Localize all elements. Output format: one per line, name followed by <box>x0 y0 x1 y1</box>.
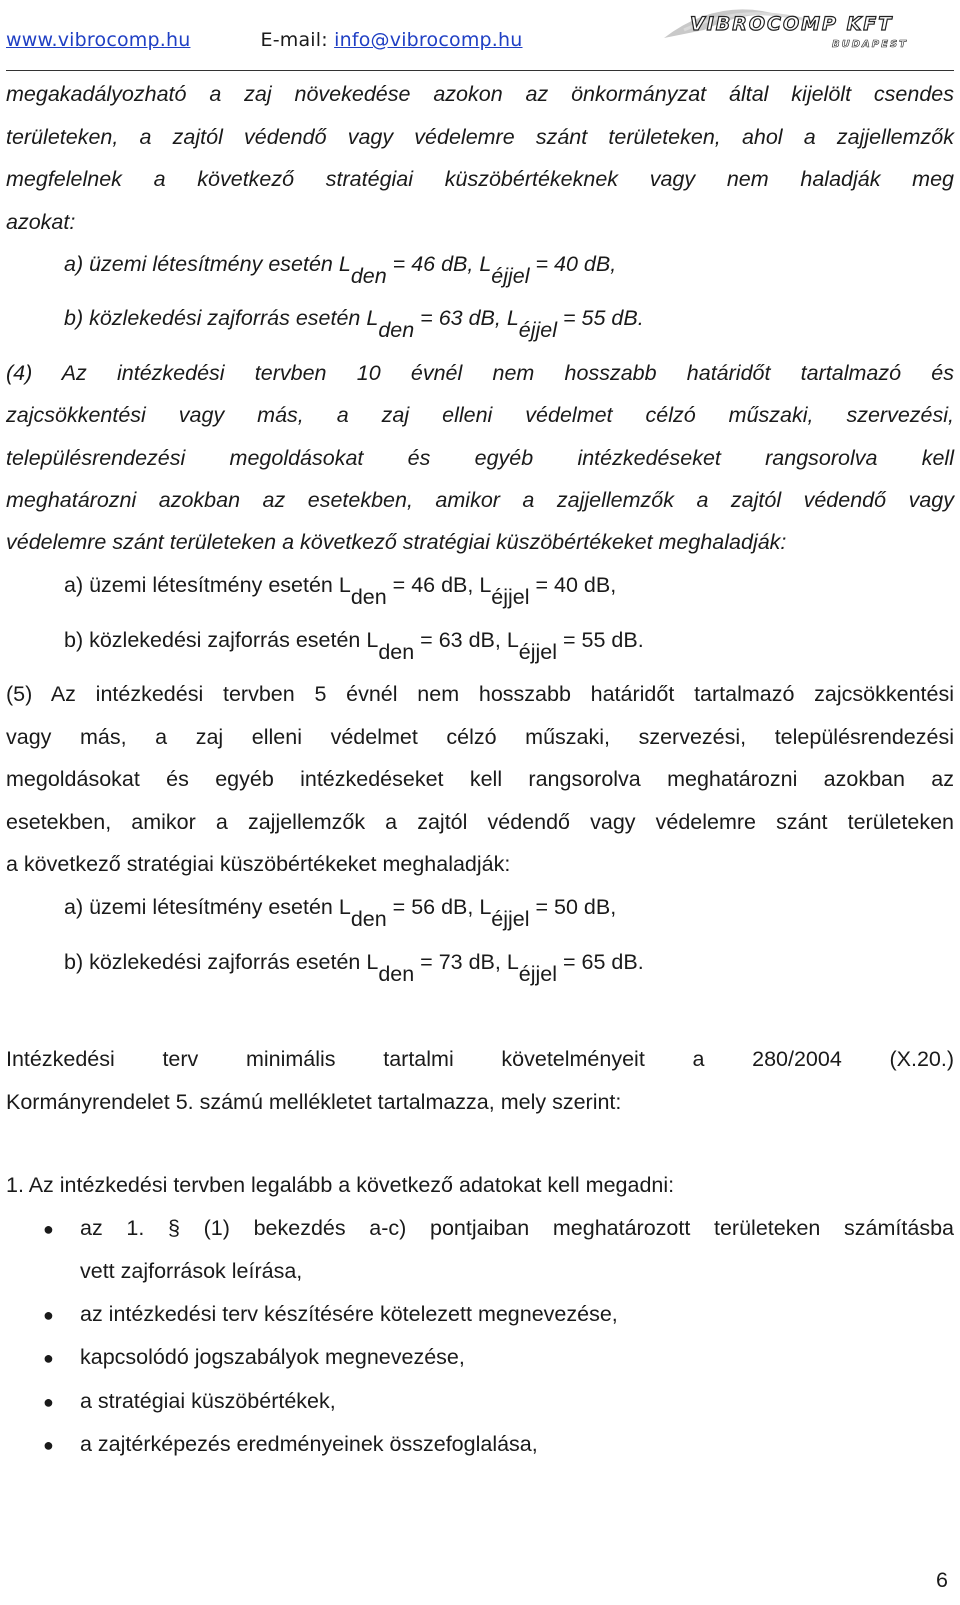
p4-limit-a: a) üzemi létesítmény esetén Lden = 46 dB, Léjjel = 40 dB, <box>64 573 617 609</box>
p4-line-4: meghatározni azokban az esetekben, amikor a zajjellemzők a zajtól védendő vagy <box>6 488 954 512</box>
p5-line-1: (5) Az intézkedési tervben 5 évnél nem hosszabb határidőt tartalmazó zajcsökkentési <box>6 682 954 706</box>
p4-line-5: védelemre szánt területeken a következő stratégiai küszöbértékeket meghaladják: <box>6 530 787 554</box>
p5-limit-a: a) üzemi létesítmény esetén Lden = 56 dB, Léjjel = 50 dB, <box>64 895 617 931</box>
email-link[interactable]: info@vibrocomp.hu <box>334 29 523 51</box>
header-contacts <box>6 29 523 51</box>
p1-limit-b: b) közlekedési zajforrás esetén Lden = 63 dB, Léjjel = 55 dB. <box>64 306 644 342</box>
intro-line-2: Kormányrendelet 5. számú mellékletet tartalmazza, mely szerint: <box>6 1090 622 1114</box>
bullet-4: a stratégiai küszöbértékek, <box>80 1389 336 1413</box>
p5-line-2: vagy más, a zaj elleni védelmet célzó műszaki, szervezési, településrendezési <box>6 725 954 749</box>
page-header <box>0 0 960 75</box>
p4-line-1: (4) Az intézkedési tervben 10 évnél nem hosszabb határidőt tartalmazó és <box>6 361 954 385</box>
email-label: E-mail: <box>260 29 328 51</box>
bullet-icon: ● <box>43 1392 54 1412</box>
intro-line-1: Intézkedési terv minimális tartalmi követelményeit a 280/2004 (X.20.) <box>6 1047 954 1071</box>
bullet-icon: ● <box>43 1435 54 1455</box>
p4-limit-b: b) közlekedési zajforrás esetén Lden = 63 dB, Léjjel = 55 dB. <box>64 628 644 664</box>
website-link[interactable]: www.vibrocomp.hu <box>6 29 191 51</box>
bullet-icon: ● <box>43 1219 54 1239</box>
p1-line-2: területeken, a zajtól védendő vagy védelemre szánt területeken, ahol a zajjellemzők <box>6 125 954 149</box>
header-divider <box>6 70 954 71</box>
bullet-1-line-2: vett zajforrások leírása, <box>80 1259 303 1283</box>
p4-line-3: településrendezési megoldásokat és egyéb intézkedéseket rangsorolva kell <box>6 446 954 470</box>
p1-line-4: azokat: <box>6 210 76 234</box>
p1-limit-a: a) üzemi létesítmény esetén Lden = 46 dB, Léjjel = 40 dB, <box>64 252 617 288</box>
p5-line-3: megoldásokat és egyéb intézkedéseket kell rangsorolva meghatározni azokban az <box>6 767 954 791</box>
bullet-1-line-1: az 1. § (1) bekezdés a-c) pontjaiban meghatározott területeken számításba <box>80 1216 954 1240</box>
p5-line-5: a következő stratégiai küszöbértékeket meghaladják: <box>6 852 511 876</box>
bullet-5: a zajtérképezés eredményeinek összefoglalása, <box>80 1432 538 1456</box>
bullet-icon: ● <box>43 1305 54 1325</box>
p5-line-4: esetekben, amikor a zajjellemzők a zajtól védendő vagy védelemre szánt területeken <box>6 810 954 834</box>
svg-text:VIBROCOMP KFT: VIBROCOMP KFT <box>690 13 894 35</box>
page-number: 6 <box>936 1568 948 1592</box>
svg-text:BUDAPEST: BUDAPEST <box>832 39 908 50</box>
p1-line-3: megfelelnek a következő stratégiai küszöbértékeknek vagy nem haladják meg <box>6 167 954 191</box>
p4-line-2: zajcsökkentési vagy más, a zaj elleni védelmet célzó műszaki, szervezési, <box>6 403 954 427</box>
bullet-2: az intézkedési terv készítésére kötelezett megnevezése, <box>80 1302 618 1326</box>
section-1-heading: 1. Az intézkedési tervben legalább a következő adatokat kell megadni: <box>6 1173 675 1197</box>
bullet-icon: ● <box>43 1348 54 1368</box>
p1-line-1: megakadályozható a zaj növekedése azokon az önkormányzat által kijelölt csendes <box>6 82 954 106</box>
bullet-3: kapcsolódó jogszabályok megnevezése, <box>80 1345 465 1369</box>
vibrocomp-logo <box>664 0 954 62</box>
p5-limit-b: b) közlekedési zajforrás esetén Lden = 73 dB, Léjjel = 65 dB. <box>64 950 644 986</box>
